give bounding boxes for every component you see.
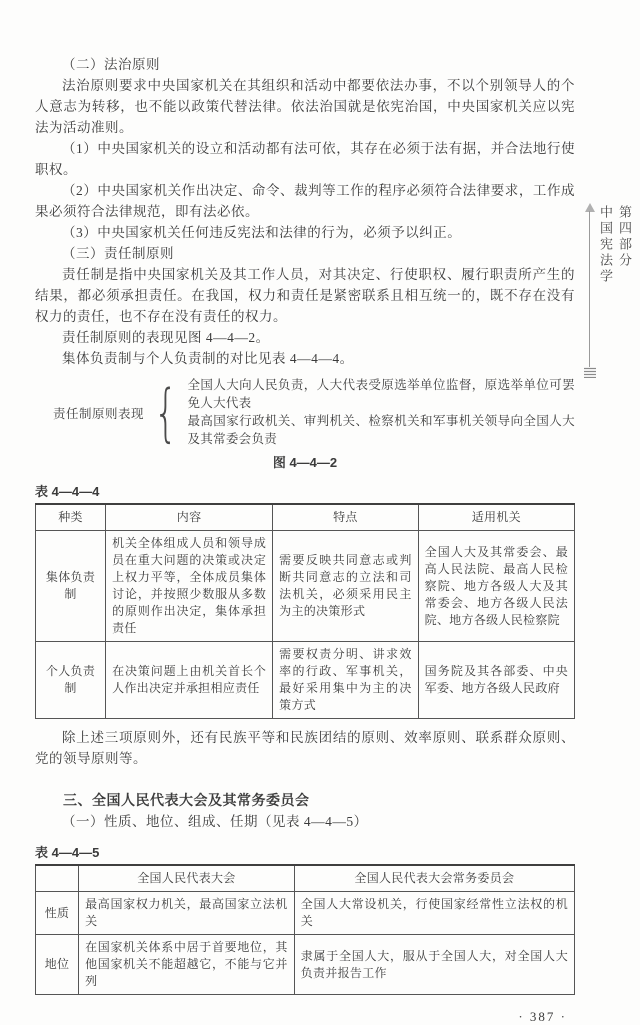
heading-rule-of-law: （二）法治原则	[62, 57, 160, 72]
figure-item: 全国人大向人民负责，人大代表受原选举单位监督，原选举单位可罢免人大代表	[187, 378, 575, 410]
figure-4-4-2	[53, 377, 575, 448]
column-header: 适用机关	[418, 504, 574, 531]
column-header: 全国人民代表大会常务委员会	[294, 865, 574, 892]
table-row	[36, 935, 575, 995]
cell-organs: 国务院及其各部委、中央军委、地方各级人民政府	[418, 642, 574, 719]
hatch-mark-icon	[584, 367, 596, 378]
column-header-empty	[36, 865, 79, 892]
paragraph-see-table: 集体负责制与个人负责制的对比见表 4—4—4。	[62, 351, 354, 366]
cell-feature: 需要反映共同意志或判断共同意志的立法和司法机关，必须采用民主为主的决策形式	[273, 531, 419, 642]
column-header: 全国人民代表大会	[79, 865, 295, 892]
table-header-row	[36, 865, 575, 892]
paragraph-responsibility: 责任制是指中央国家机关及其工作人员，对其决定、行使职权、履行职责所产生的结果，都必须承担责任。在我国，权力和责任是紧密联系且相互统一的，既不存在没有权力的责任，也不存在没有责任的权力。	[35, 267, 575, 324]
paragraph-item-3: （3）中央国家机关任何违反宪法和法律的行为，必须予以纠正。	[62, 225, 462, 240]
cell-npc: 最高国家权力机关，最高国家立法机关	[79, 892, 295, 935]
arrow-up-icon	[585, 203, 595, 212]
table-4-4-5-label: 表 4—4—5	[35, 845, 100, 860]
section-3-heading: 三、全国人民代表大会及其常务委员会	[63, 792, 310, 808]
cell-npcsc: 隶属于全国人大，服从于全国人大，对全国人大负责并报告工作	[294, 935, 574, 995]
chapter-tab-text	[596, 205, 634, 375]
paragraph-item-1: （1）中央国家机关的设立和活动都有法可依，其存在必须于法有据，并合法地行使职权。	[35, 141, 575, 177]
cell-aspect: 性质	[36, 892, 79, 935]
paragraph-other-principles: 除上述三项原则外，还有民族平等和民族团结的原则、效率原则、联系群众原则、党的领导原则等。	[35, 730, 575, 766]
brace-icon: {	[153, 375, 178, 449]
paragraph-item-2: （2）中央国家机关作出决定、命令、裁判等工作的程序必须符合法律要求，工作成果必须符合法律规范，即有法必依。	[35, 183, 575, 219]
table-row	[36, 642, 575, 719]
cell-npcsc: 全国人大常设机关，行使国家经常性立法权的机关	[294, 892, 574, 935]
paragraph-rule-of-law: 法治原则要求中央国家机关在其组织和活动中都要依法办事，不以个别领导人的个人意志为转移，也不能以政策代替法律。依法治国就是依宪治国，中央国家机关应以宪法为活动准则。	[35, 78, 575, 135]
cell-content: 机关全体组成人员和领导成员在重大问题的决策或决定上权力平等，全体成员集体讨论，并按照少数服从多数的原则作出决定，集体承担责任	[106, 531, 273, 642]
figure-caption: 图 4—4—2	[272, 455, 338, 470]
section-3-subheading: （一）性质、地位、组成、任期（见表 4—4—5）	[62, 814, 368, 829]
cell-feature: 需要权责分明、讲求效率的行政、军事机关，最好采用集中为主的决策方式	[273, 642, 419, 719]
column-header: 内容	[106, 504, 273, 531]
cell-type: 个人负责制	[36, 642, 106, 719]
table-row	[36, 892, 575, 935]
chapter-tab	[584, 205, 634, 385]
table-4-4-4-label: 表 4—4—4	[35, 484, 100, 499]
tab-rule-line	[584, 205, 596, 379]
table-4-4-4	[35, 503, 575, 719]
subject-label: 中国宪法学	[598, 205, 613, 285]
figure-items	[187, 377, 575, 448]
part-label: 第四部分	[617, 205, 632, 269]
table-row	[36, 531, 575, 642]
column-header: 特点	[273, 504, 419, 531]
table-header-row	[36, 504, 575, 531]
page-number: · 387 ·	[518, 1009, 567, 1024]
cell-npc: 在国家机关体系中居于首要地位，其他国家机关不能超越它，不能与它并列	[79, 935, 295, 995]
cell-type: 集体负责制	[36, 531, 106, 642]
cell-organs: 全国人大及其常委会、最高人民法院、最高人民检察院、地方各级人大及其常委会、地方各级人民法院、地方各级人民检察院	[418, 531, 574, 642]
cell-aspect: 地位	[36, 935, 79, 995]
figure-item: 最高国家行政机关、审判机关、检察机关和军事机关领导向全国人大及其常委会负责	[187, 414, 575, 446]
page-content	[35, 54, 575, 1025]
figure-label: 责任制原则表现	[53, 406, 145, 421]
column-header: 种类	[36, 504, 106, 531]
cell-content: 在决策问题上由机关首长个人作出决定并承担相应责任	[106, 642, 273, 719]
heading-responsibility: （三）责任制原则	[62, 246, 174, 261]
paragraph-see-figure: 责任制原则的表现见图 4—4—2。	[62, 330, 270, 345]
table-4-4-5	[35, 864, 575, 995]
